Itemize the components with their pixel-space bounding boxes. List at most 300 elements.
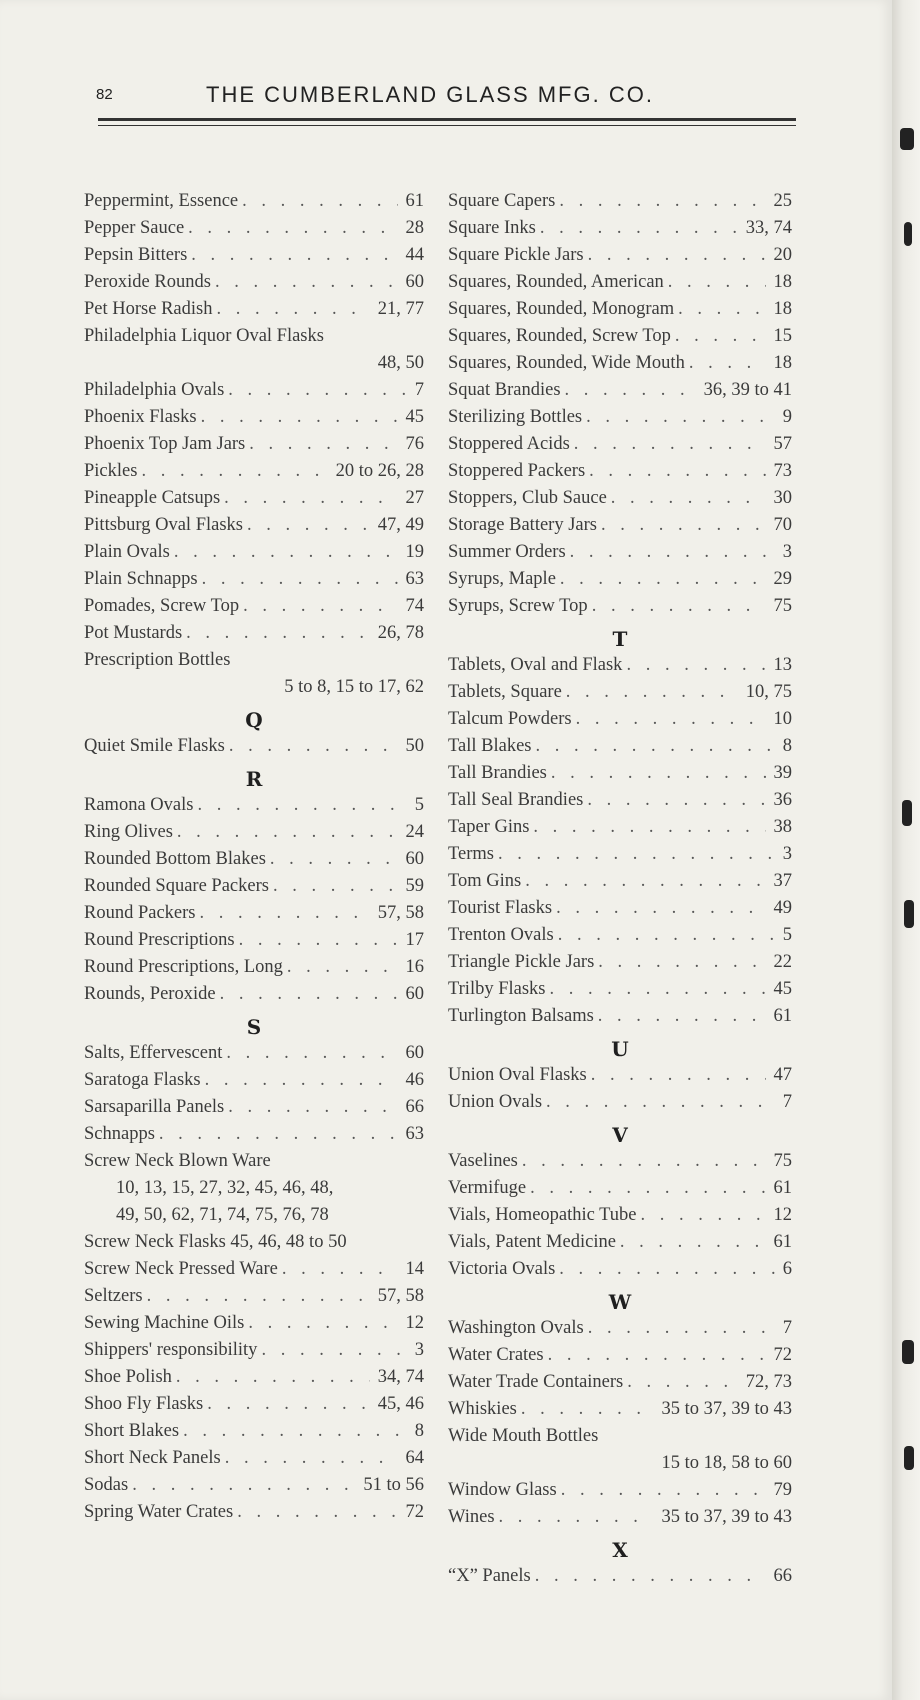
index-entry bbox=[448, 706, 792, 733]
leader-dots bbox=[186, 620, 370, 647]
index-entry bbox=[448, 733, 792, 760]
leader-dots bbox=[546, 1089, 775, 1116]
index-entry-name: Phoenix Flasks bbox=[84, 407, 197, 427]
index-entry bbox=[448, 1202, 792, 1229]
index-entry bbox=[84, 458, 424, 485]
index-entry-name: Triangle Pickle Jars bbox=[448, 952, 595, 972]
index-entry-page: 19 bbox=[405, 542, 424, 562]
index-entry-name: Vermifuge bbox=[448, 1178, 527, 1198]
index-entry bbox=[448, 1256, 792, 1283]
leader-dots bbox=[574, 431, 766, 458]
index-entry-name: Round Prescriptions bbox=[84, 930, 235, 950]
index-entry bbox=[84, 792, 424, 819]
index-entry bbox=[448, 1089, 792, 1116]
index-entry-page: 70 bbox=[773, 515, 792, 535]
index-entry-name: Sterilizing Bottles bbox=[448, 407, 583, 427]
index-entry-page: 79 bbox=[773, 1480, 792, 1500]
index-entry-name: Wines bbox=[448, 1507, 495, 1527]
index-entry-page: 8 bbox=[782, 736, 792, 756]
index-entry-page: 66 bbox=[773, 1566, 792, 1586]
section-letter-x: X bbox=[612, 1538, 628, 1562]
binding-hole bbox=[904, 222, 912, 246]
index-entry-name: Quiet Smile Flasks bbox=[84, 736, 225, 756]
index-entry-name: Screw Neck Pressed Ware bbox=[84, 1259, 278, 1279]
index-entry-name: Philadelphia Liquor Oval Flasks bbox=[84, 326, 324, 346]
leader-dots bbox=[559, 1256, 774, 1283]
index-entry-page: 51 to 56 bbox=[363, 1475, 424, 1495]
index-entry bbox=[84, 954, 424, 981]
leader-dots bbox=[270, 846, 398, 873]
index-entry bbox=[84, 296, 424, 323]
index-column-right bbox=[448, 188, 792, 1590]
leader-dots bbox=[565, 377, 696, 404]
leader-dots bbox=[147, 1283, 370, 1310]
index-entry-page: 3 bbox=[414, 1340, 424, 1360]
leader-dots bbox=[159, 1121, 398, 1148]
index-entry bbox=[448, 350, 792, 377]
leader-dots bbox=[237, 1499, 397, 1526]
leader-dots bbox=[220, 981, 398, 1008]
binding-hole bbox=[902, 800, 912, 826]
index-entry-name: Philadelphia Ovals bbox=[84, 380, 225, 400]
leader-dots bbox=[261, 1337, 406, 1364]
leader-dots bbox=[225, 1445, 398, 1472]
index-entry bbox=[84, 1121, 424, 1148]
index-entry bbox=[84, 1310, 424, 1337]
leader-dots bbox=[247, 512, 370, 539]
leader-dots bbox=[188, 215, 397, 242]
leader-dots bbox=[570, 539, 775, 566]
index-entry bbox=[84, 900, 424, 927]
index-entry-name: Vials, Patent Medicine bbox=[448, 1232, 616, 1252]
index-entry-name: Turlington Balsams bbox=[448, 1006, 594, 1026]
index-entry-page: 12 bbox=[405, 1313, 424, 1333]
index-entry-name: Tall Blakes bbox=[448, 736, 532, 756]
index-entry-name: Stoppered Acids bbox=[448, 434, 570, 454]
leader-dots bbox=[132, 1472, 355, 1499]
index-entry bbox=[84, 1067, 424, 1094]
index-entry-page: 47, 49 bbox=[377, 515, 424, 535]
index-entry-name: Union Ovals bbox=[448, 1092, 543, 1112]
index-entry-page: 10 bbox=[773, 709, 792, 729]
index-entry bbox=[84, 269, 424, 296]
index-entry bbox=[448, 512, 792, 539]
index-entry-name: Vaselines bbox=[448, 1151, 518, 1171]
index-entry-name: Peppermint, Essence bbox=[84, 191, 239, 211]
index-entry-name: Pomades, Screw Top bbox=[84, 596, 240, 616]
index-entry bbox=[448, 1175, 792, 1202]
index-entry-page: 15 to 18, 58 to 60 bbox=[661, 1453, 792, 1473]
index-entry bbox=[448, 485, 792, 512]
leader-dots bbox=[540, 215, 738, 242]
index-entry bbox=[448, 296, 792, 323]
index-entry-page: 7 bbox=[782, 1092, 792, 1112]
index-entry-name: Spring Water Crates bbox=[84, 1502, 234, 1522]
leader-dots bbox=[183, 1418, 407, 1445]
index-entry-name: Victoria Ovals bbox=[448, 1259, 556, 1279]
leader-dots bbox=[200, 900, 370, 927]
index-entry-page: 72 bbox=[405, 1502, 424, 1522]
leader-dots bbox=[202, 566, 398, 593]
index-entry-name: Square Pickle Jars bbox=[448, 245, 584, 265]
index-entry-page: 12 bbox=[773, 1205, 792, 1225]
index-entry-name: Plain Ovals bbox=[84, 542, 170, 562]
index-entry-page: 7 bbox=[414, 380, 424, 400]
leader-dots bbox=[191, 242, 397, 269]
index-entry-page: 34, 74 bbox=[377, 1367, 424, 1387]
index-entry-name: Pittsburg Oval Flasks bbox=[84, 515, 243, 535]
index-entry bbox=[84, 377, 424, 404]
index-entry-name: Summer Orders bbox=[448, 542, 566, 562]
index-entry-name: Screw Neck Blown Ware bbox=[84, 1151, 271, 1171]
leader-dots bbox=[224, 485, 397, 512]
leader-dots bbox=[675, 323, 766, 350]
index-entry-name: Squares, Rounded, Monogram bbox=[448, 299, 675, 319]
index-entry-name: Peroxide Rounds bbox=[84, 272, 211, 292]
index-entry-page: 38 bbox=[773, 817, 792, 837]
leader-dots bbox=[243, 593, 397, 620]
leader-dots bbox=[548, 1342, 766, 1369]
leader-dots bbox=[498, 841, 775, 868]
leader-dots bbox=[229, 733, 398, 760]
index-entry-name: Ring Olives bbox=[84, 822, 173, 842]
binding-hole bbox=[900, 128, 914, 150]
index-entry bbox=[448, 1229, 792, 1256]
leader-dots bbox=[525, 868, 765, 895]
index-entry-page: 49, 50, 62, 71, 74, 75, 76, 78 bbox=[116, 1205, 329, 1225]
index-entry bbox=[448, 566, 792, 593]
index-entry bbox=[84, 620, 424, 647]
index-entry-name: Rounds, Peroxide bbox=[84, 984, 216, 1004]
index-entry bbox=[84, 512, 424, 539]
index-entry-page: 18 bbox=[773, 272, 792, 292]
index-entry-name: Shoe Polish bbox=[84, 1367, 172, 1387]
index-entry-page: 35 to 37, 39 to 43 bbox=[661, 1507, 792, 1527]
index-entry-page: 75 bbox=[773, 1151, 792, 1171]
index-entry-name: Pineapple Catsups bbox=[84, 488, 221, 508]
index-column-left bbox=[84, 188, 424, 1526]
index-entry-page: 10, 13, 15, 27, 32, 45, 46, 48, bbox=[116, 1178, 334, 1198]
index-entry bbox=[448, 1563, 792, 1590]
index-entry-page: 57, 58 bbox=[377, 1286, 424, 1306]
leader-dots bbox=[589, 458, 765, 485]
index-entry bbox=[448, 404, 792, 431]
index-entry bbox=[84, 485, 424, 512]
index-entry-name: Vials, Homeopathic Tube bbox=[448, 1205, 637, 1225]
index-entry-page: 39 bbox=[773, 763, 792, 783]
index-entry-name: Salts, Effervescent bbox=[84, 1043, 223, 1063]
leader-dots bbox=[530, 1175, 765, 1202]
index-entry-page: 73 bbox=[773, 461, 792, 481]
binding-hole bbox=[904, 900, 914, 928]
leader-dots bbox=[177, 819, 398, 846]
index-entry bbox=[84, 566, 424, 593]
index-entry bbox=[84, 1499, 424, 1526]
index-entry-page: 3 bbox=[782, 542, 792, 562]
leader-dots bbox=[620, 1229, 766, 1256]
index-entry-page: 44 bbox=[405, 245, 424, 265]
index-entry-page: 18 bbox=[773, 299, 792, 319]
index-entry bbox=[84, 1418, 424, 1445]
index-entry bbox=[448, 1396, 792, 1423]
leader-dots bbox=[205, 1067, 398, 1094]
index-entry bbox=[448, 215, 792, 242]
index-entry-name: Terms bbox=[448, 844, 494, 864]
leader-dots bbox=[598, 1003, 766, 1030]
index-entry bbox=[448, 1148, 792, 1175]
index-entry bbox=[448, 188, 792, 215]
leader-dots bbox=[535, 1563, 766, 1590]
index-entry bbox=[448, 1062, 792, 1089]
index-entry-page: 74 bbox=[405, 596, 424, 616]
index-entry-page: 25 bbox=[773, 191, 792, 211]
index-entry-name: Sarsaparilla Panels bbox=[84, 1097, 225, 1117]
index-entry-name: Shoo Fly Flasks bbox=[84, 1394, 204, 1414]
index-entry bbox=[448, 323, 792, 350]
index-entry-page: 61 bbox=[773, 1006, 792, 1026]
section-letter-s: S bbox=[246, 1015, 262, 1039]
index-entry bbox=[448, 1003, 792, 1030]
index-entry bbox=[448, 787, 792, 814]
leader-dots bbox=[678, 296, 765, 323]
index-entry-name: Sewing Machine Oils bbox=[84, 1313, 245, 1333]
leader-dots bbox=[576, 706, 766, 733]
index-entry-page: 75 bbox=[773, 596, 792, 616]
index-entry-name: Square Inks bbox=[448, 218, 536, 238]
index-entry-page: 59 bbox=[405, 876, 424, 896]
index-entry-name: Tom Gins bbox=[448, 871, 522, 891]
section-letter-t: T bbox=[612, 627, 628, 651]
leader-dots bbox=[533, 814, 765, 841]
index-entry bbox=[84, 733, 424, 760]
leader-dots bbox=[273, 873, 398, 900]
index-entry: Screw Neck Flasks 45, 46, 48 to 50 bbox=[84, 1232, 347, 1252]
index-entry bbox=[448, 431, 792, 458]
index-entry-name: Ramona Ovals bbox=[84, 795, 194, 815]
leader-dots bbox=[592, 593, 766, 620]
index-entry-name: Syrups, Screw Top bbox=[448, 596, 588, 616]
leader-dots bbox=[591, 1062, 766, 1089]
index-entry bbox=[448, 895, 792, 922]
index-entry-page: 29 bbox=[773, 569, 792, 589]
index-entry-page: 5 bbox=[782, 925, 792, 945]
leader-dots bbox=[561, 1477, 766, 1504]
leader-dots bbox=[249, 431, 397, 458]
index-entry-page: 63 bbox=[405, 1124, 424, 1144]
index-entry-page: 20 to 26, 28 bbox=[335, 461, 424, 481]
leader-dots bbox=[215, 269, 398, 296]
index-entry bbox=[84, 1283, 424, 1310]
index-entry-page: 33, 74 bbox=[745, 218, 792, 238]
leader-dots bbox=[556, 895, 765, 922]
index-entry-page: 60 bbox=[405, 984, 424, 1004]
index-entry-page: 61 bbox=[773, 1178, 792, 1198]
index-entry-page: 47 bbox=[773, 1065, 792, 1085]
index-entry-page: 60 bbox=[405, 1043, 424, 1063]
index-entry-name: Stoppered Packers bbox=[448, 461, 586, 481]
leader-dots bbox=[521, 1396, 654, 1423]
index-entry-page: 46 bbox=[405, 1070, 424, 1090]
leader-dots bbox=[626, 652, 765, 679]
index-entry bbox=[448, 949, 792, 976]
index-entry-page: 21, 77 bbox=[377, 299, 424, 319]
index-entry bbox=[84, 981, 424, 1008]
index-entry-page: 72, 73 bbox=[745, 1372, 792, 1392]
index-entry-page: 18 bbox=[773, 353, 792, 373]
index-entry-name: Schnapps bbox=[84, 1124, 155, 1144]
index-entry bbox=[84, 1337, 424, 1364]
section-letter-u: U bbox=[611, 1037, 629, 1061]
index-entry bbox=[84, 593, 424, 620]
index-entry bbox=[84, 188, 424, 215]
index-entry-name: Sodas bbox=[84, 1475, 129, 1495]
leader-dots bbox=[174, 539, 398, 566]
index-entry-name: Stoppers, Club Sauce bbox=[448, 488, 607, 508]
index-entry bbox=[84, 1445, 424, 1472]
leader-dots bbox=[641, 1202, 766, 1229]
index-entry-page: 36, 39 to 41 bbox=[703, 380, 792, 400]
leader-dots bbox=[226, 1040, 397, 1067]
index-entry-page: 14 bbox=[405, 1259, 424, 1279]
index-entry bbox=[448, 269, 792, 296]
index-entry-name: “X” Panels bbox=[448, 1566, 531, 1586]
index-entry bbox=[448, 1315, 792, 1342]
index-entry-name: Tall Brandies bbox=[448, 763, 547, 783]
index-entry-page: 72 bbox=[773, 1345, 792, 1365]
index-entry-name: Storage Battery Jars bbox=[448, 515, 597, 535]
index-entry-page: 27 bbox=[405, 488, 424, 508]
index-entry bbox=[448, 1504, 792, 1531]
index-entry bbox=[84, 1094, 424, 1121]
index-entry-page: 9 bbox=[782, 407, 792, 427]
index-entry-name: Squat Brandies bbox=[448, 380, 561, 400]
leader-dots bbox=[668, 269, 766, 296]
leader-dots bbox=[588, 242, 766, 269]
index-entry-page: 50 bbox=[405, 736, 424, 756]
index-entry-name: Saratoga Flasks bbox=[84, 1070, 201, 1090]
leader-dots bbox=[282, 1256, 398, 1283]
leader-dots bbox=[586, 404, 775, 431]
index-entry-page: 28 bbox=[405, 218, 424, 238]
binding-hole bbox=[904, 1446, 914, 1470]
index-entry bbox=[84, 215, 424, 242]
leader-dots bbox=[689, 350, 766, 377]
index-entry-name: Plain Schnapps bbox=[84, 569, 198, 589]
index-entry-name: Rounded Bottom Blakes bbox=[84, 849, 266, 869]
leader-dots bbox=[141, 458, 327, 485]
page-title: THE CUMBERLAND GLASS MFG. CO. bbox=[206, 82, 654, 107]
index-entry bbox=[84, 819, 424, 846]
index-entry-page: 10, 75 bbox=[745, 682, 792, 702]
index-entry-name: Window Glass bbox=[448, 1480, 557, 1500]
leader-dots bbox=[207, 1391, 369, 1418]
index-entry-page: 66 bbox=[405, 1097, 424, 1117]
page-number: 82 bbox=[96, 86, 113, 103]
index-entry bbox=[448, 593, 792, 620]
leader-dots bbox=[560, 566, 766, 593]
index-entry bbox=[448, 760, 792, 787]
index-entry-page: 60 bbox=[405, 272, 424, 292]
header-rule bbox=[98, 125, 796, 126]
index-entry-page: 37 bbox=[773, 871, 792, 891]
index-entry-name: Shippers' responsibility bbox=[84, 1340, 258, 1360]
section-letter-r: R bbox=[245, 767, 263, 791]
leader-dots bbox=[588, 1315, 775, 1342]
leader-dots bbox=[535, 733, 774, 760]
leader-dots bbox=[566, 679, 738, 706]
index-entry bbox=[448, 976, 792, 1003]
index-entry-page: 20 bbox=[773, 245, 792, 265]
index-entry-name: Prescription Bottles bbox=[84, 650, 231, 670]
index-entry bbox=[84, 242, 424, 269]
index-entry bbox=[448, 539, 792, 566]
index-entry-page: 7 bbox=[782, 1318, 792, 1338]
leader-dots bbox=[601, 512, 766, 539]
index-entry-page: 22 bbox=[773, 952, 792, 972]
index-entry bbox=[448, 1342, 792, 1369]
leader-dots bbox=[201, 404, 398, 431]
index-entry-name: Square Capers bbox=[448, 191, 556, 211]
index-entry-name: Trenton Ovals bbox=[448, 925, 554, 945]
index-entry bbox=[448, 1369, 792, 1396]
index-entry-page: 26, 78 bbox=[377, 623, 424, 643]
leader-dots bbox=[598, 949, 765, 976]
leader-dots bbox=[499, 1504, 654, 1531]
leader-dots bbox=[216, 296, 369, 323]
index-entry bbox=[448, 814, 792, 841]
index-entry-page: 24 bbox=[405, 822, 424, 842]
index-entry-name: Tourist Flasks bbox=[448, 898, 553, 918]
index-entry-page: 57, 58 bbox=[377, 903, 424, 923]
index-entry bbox=[448, 652, 792, 679]
index-entry-name: Trilby Flasks bbox=[448, 979, 546, 999]
index-entry-page: 16 bbox=[405, 957, 424, 977]
index-entry-page: 13 bbox=[773, 655, 792, 675]
index-entry-name: Pot Mustards bbox=[84, 623, 183, 643]
leader-dots bbox=[627, 1369, 737, 1396]
index-entry-page: 15 bbox=[773, 326, 792, 346]
index-entry-page: 30 bbox=[773, 488, 792, 508]
index-entry-name: Syrups, Maple bbox=[448, 569, 556, 589]
index-entry bbox=[448, 679, 792, 706]
index-entry bbox=[448, 1477, 792, 1504]
index-entry-page: 5 to 8, 15 to 17, 62 bbox=[284, 677, 424, 697]
index-entry bbox=[84, 873, 424, 900]
index-entry-name: Squares, Rounded, Wide Mouth bbox=[448, 353, 685, 373]
leader-dots bbox=[611, 485, 766, 512]
index-entry-page: 61 bbox=[405, 191, 424, 211]
leader-dots bbox=[551, 760, 766, 787]
leader-dots bbox=[522, 1148, 766, 1175]
index-entry bbox=[84, 1472, 424, 1499]
index-entry-name: Short Neck Panels bbox=[84, 1448, 221, 1468]
index-entry-page: 36 bbox=[773, 790, 792, 810]
index-entry-name: Tablets, Oval and Flask bbox=[448, 655, 623, 675]
index-entry-name: Taper Gins bbox=[448, 817, 530, 837]
index-entry bbox=[84, 1391, 424, 1418]
index-entry bbox=[448, 868, 792, 895]
index-entry-page: 17 bbox=[405, 930, 424, 950]
index-entry-page: 45, 46 bbox=[377, 1394, 424, 1414]
index-entry-name: Union Oval Flasks bbox=[448, 1065, 587, 1085]
index-entry-page: 45 bbox=[405, 407, 424, 427]
index-entry-page: 76 bbox=[405, 434, 424, 454]
index-entry-name: Tall Seal Brandies bbox=[448, 790, 584, 810]
section-letter-q: Q bbox=[245, 708, 263, 732]
index-entry-name: Pepsin Bitters bbox=[84, 245, 188, 265]
index-entry bbox=[448, 377, 792, 404]
index-entry-name: Pickles bbox=[84, 461, 138, 481]
